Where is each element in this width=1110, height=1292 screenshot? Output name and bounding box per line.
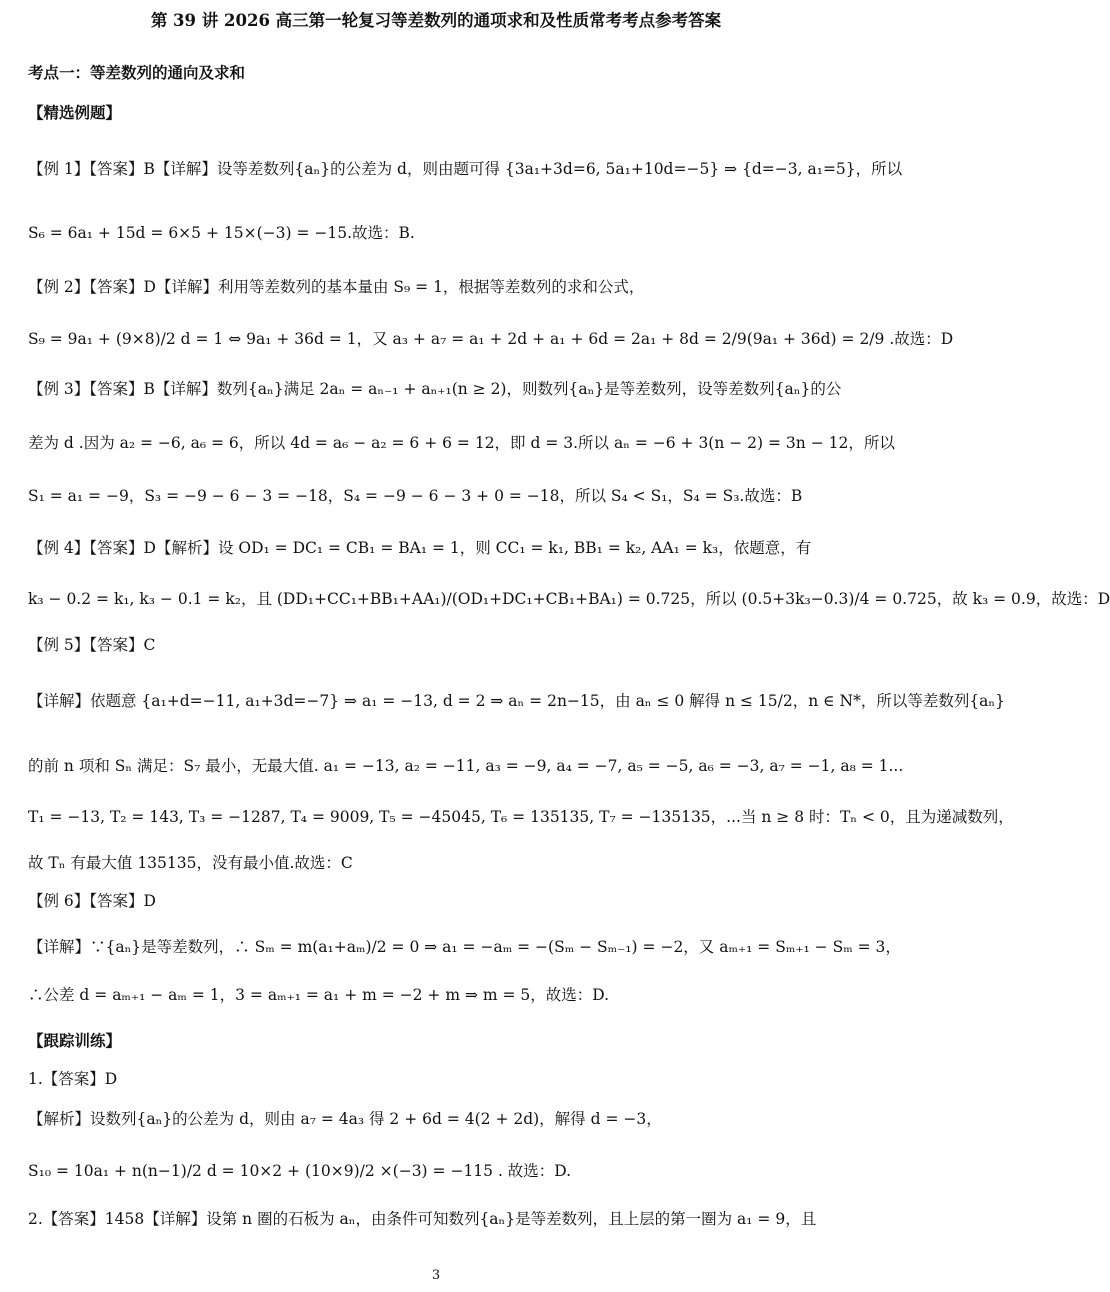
body-line: 【例 4】【答案】D【解析】设 OD₁ = DC₁ = CB₁ = BA₁ = 1，则 CC₁ = k₁, BB₁ = k₂, AA₁ = k₃，依题意，有 xyxy=(28,539,812,557)
body-line: k₃ − 0.2 = k₁, k₃ − 0.1 = k₂，且 (DD₁+CC₁+BB₁+AA₁)/(OD₁+DC₁+CB₁+BA₁) = 0.725，所以 (0.5+3k₃−0.3)/4 = 0.725，故 k₃ = 0.9，故选：D xyxy=(28,590,1110,608)
body-line: S₁ = a₁ = −9，S₃ = −9 − 6 − 3 = −18，S₄ = −9 − 6 − 3 + 0 = −18，所以 S₄ < S₁，S₄ = S₃.故选：B xyxy=(28,487,803,505)
subsection-heading: 【精选例题】 xyxy=(28,103,122,122)
body-line: 2.【答案】1458【详解】设第 n 圈的石板为 aₙ，由条件可知数列{aₙ}是等差数列，且上层的第一圈为 a₁ = 9，且 xyxy=(28,1210,817,1228)
body-line: 【详解】依题意 {a₁+d=−11, a₁+3d=−7} ⇒ a₁ = −13, d = 2 ⇒ aₙ = 2n−15，由 aₙ ≤ 0 解得 n ≤ 15/2，n ∈ N*，所以等差数列{aₙ} xyxy=(28,692,1005,710)
body-line: 【详解】∵{aₙ}是等差数列，∴ Sₘ = m(a₁+aₘ)/2 = 0 ⇒ a₁ = −aₘ = −(Sₘ − Sₘ₋₁) = −2，又 aₘ₊₁ = Sₘ₊₁ − Sₘ = 3， xyxy=(28,938,901,956)
subsection-heading: 【跟踪训练】 xyxy=(28,1031,122,1050)
body-line: S₁₀ = 10a₁ + n(n−1)/2 d = 10×2 + (10×9)/2 ×(−3) = −115 . 故选：D. xyxy=(28,1162,572,1180)
page-number: 3 xyxy=(431,1268,441,1283)
body-line: S₉ = 9a₁ + (9×8)/2 d = 1 ⇔ 9a₁ + 36d = 1，又 a₃ + a₇ = a₁ + 2d + a₁ + 6d = 2a₁ + 8d = 2/9(9a₁ + 36d) = 2/9 .故选：D xyxy=(28,330,954,348)
body-line: 差为 d .因为 a₂ = −6, a₆ = 6，所以 4d = a₆ − a₂ = 6 + 6 = 12，即 d = 3.所以 aₙ = −6 + 3(n − 2) = 3n − 12，所以 xyxy=(28,434,895,452)
body-line: ∴公差 d = aₘ₊₁ − aₘ = 1，3 = aₘ₊₁ = a₁ + m = −2 + m ⇒ m = 5，故选：D. xyxy=(28,986,610,1004)
section-heading: 考点一：等差数列的通向及求和 xyxy=(28,63,246,82)
body-line: 【例 5】【答案】C xyxy=(28,636,156,654)
body-line: 故 Tₙ 有最大值 135135，没有最小值.故选：C xyxy=(28,854,353,872)
body-line: 【例 6】【答案】D xyxy=(28,892,156,910)
body-line: 【例 3】【答案】B【详解】数列{aₙ}满足 2aₙ = aₙ₋₁ + aₙ₊₁(n ≥ 2)，则数列{aₙ}是等差数列，设等差数列{aₙ}的公 xyxy=(28,380,842,398)
body-line: T₁ = −13, T₂ = 143, T₃ = −1287, T₄ = 9009, T₅ = −45045, T₆ = 135135, T₇ = −135135，...当 n ≥ 8 时：Tₙ < 0，且为递减数列， xyxy=(28,808,1014,826)
body-line: 【例 2】【答案】D【详解】利用等差数列的基本量由 S₉ = 1，根据等差数列的求和公式， xyxy=(28,278,645,296)
page-title: 第 39 讲 2026 高三第一轮复习等差数列的通项求和及性质常考考点参考答案 xyxy=(150,11,722,30)
body-line: 1.【答案】D xyxy=(28,1070,118,1088)
body-line: 的前 n 项和 Sₙ 满足：S₇ 最小，无最大值. a₁ = −13, a₂ = −11, a₃ = −9, a₄ = −7, a₅ = −5, a₆ = −3, a₇ = −1, a₈ = 1... xyxy=(28,757,904,775)
body-line: S₆ = 6a₁ + 15d = 6×5 + 15×(−3) = −15.故选：B. xyxy=(28,224,415,242)
body-line: 【例 1】【答案】B【详解】设等差数列{aₙ}的公差为 d，则由题可得 {3a₁+3d=6, 5a₁+10d=−5} ⇒ {d=−3, a₁=5}，所以 xyxy=(28,160,903,178)
body-line: 【解析】设数列{aₙ}的公差为 d，则由 a₇ = 4a₃ 得 2 + 6d = 4(2 + 2d)，解得 d = −3， xyxy=(28,1110,662,1128)
